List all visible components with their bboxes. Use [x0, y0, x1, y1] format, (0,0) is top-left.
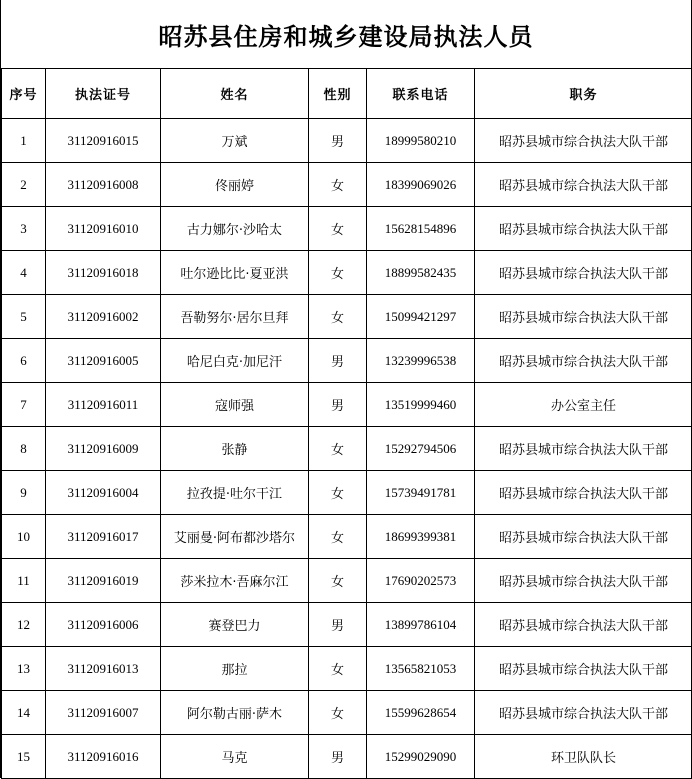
cell-cert-number: 31120916016	[46, 735, 161, 779]
table-row	[2, 427, 692, 471]
cell-name: 那拉	[161, 647, 309, 691]
cell-cert-number: 31120916015	[46, 119, 161, 163]
cell-gender: 男	[309, 119, 367, 163]
cell-cert-number: 31120916008	[46, 163, 161, 207]
cell-cert-number: 31120916005	[46, 339, 161, 383]
cell-cert-number: 31120916004	[46, 471, 161, 515]
column-header-gender: 性别	[309, 69, 367, 119]
cell-name: 古力娜尔·沙哈太	[161, 207, 309, 251]
cell-index: 15	[2, 735, 46, 779]
table-body	[2, 119, 692, 779]
table-row	[2, 647, 692, 691]
cell-cert-number: 31120916019	[46, 559, 161, 603]
column-header-cert-number: 执法证号	[46, 69, 161, 119]
cell-name: 张静	[161, 427, 309, 471]
table-row	[2, 735, 692, 779]
cell-phone: 13565821053	[367, 647, 475, 691]
table-row	[2, 163, 692, 207]
cell-index: 5	[2, 295, 46, 339]
cell-position: 办公室主任	[475, 383, 692, 427]
cell-gender: 女	[309, 295, 367, 339]
cell-name: 艾丽曼·阿布都沙塔尔	[161, 515, 309, 559]
cell-position: 昭苏县城市综合执法大队干部	[475, 647, 692, 691]
cell-index: 1	[2, 119, 46, 163]
cell-position: 昭苏县城市综合执法大队干部	[475, 427, 692, 471]
cell-position: 昭苏县城市综合执法大队干部	[475, 603, 692, 647]
column-header-position: 职务	[475, 69, 692, 119]
cell-index: 3	[2, 207, 46, 251]
cell-gender: 女	[309, 427, 367, 471]
table-row	[2, 119, 692, 163]
cell-phone: 15292794506	[367, 427, 475, 471]
cell-position: 环卫队队长	[475, 735, 692, 779]
cell-phone: 18899582435	[367, 251, 475, 295]
cell-index: 2	[2, 163, 46, 207]
cell-gender: 女	[309, 515, 367, 559]
cell-gender: 男	[309, 339, 367, 383]
cell-index: 13	[2, 647, 46, 691]
page-title: 昭苏县住房和城乡建设局执法人员	[1, 0, 691, 68]
cell-cert-number: 31120916007	[46, 691, 161, 735]
cell-index: 11	[2, 559, 46, 603]
cell-phone: 18399069026	[367, 163, 475, 207]
cell-gender: 女	[309, 207, 367, 251]
cell-phone: 13899786104	[367, 603, 475, 647]
cell-name: 寇师强	[161, 383, 309, 427]
table-header-row	[2, 69, 692, 119]
cell-position: 昭苏县城市综合执法大队干部	[475, 515, 692, 559]
cell-gender: 女	[309, 647, 367, 691]
column-header-phone: 联系电话	[367, 69, 475, 119]
cell-index: 7	[2, 383, 46, 427]
cell-position: 昭苏县城市综合执法大队干部	[475, 295, 692, 339]
table-row	[2, 295, 692, 339]
personnel-table	[1, 68, 692, 779]
cell-cert-number: 31120916017	[46, 515, 161, 559]
cell-index: 6	[2, 339, 46, 383]
table-row	[2, 471, 692, 515]
cell-name: 阿尔勒古丽·萨木	[161, 691, 309, 735]
cell-gender: 女	[309, 163, 367, 207]
cell-cert-number: 31120916010	[46, 207, 161, 251]
table-row	[2, 207, 692, 251]
cell-cert-number: 31120916006	[46, 603, 161, 647]
cell-gender: 女	[309, 251, 367, 295]
cell-name: 哈尼白克·加尼汗	[161, 339, 309, 383]
cell-phone: 15628154896	[367, 207, 475, 251]
cell-name: 莎米拉木·吾麻尔江	[161, 559, 309, 603]
cell-name: 吾勒努尔·居尔旦拜	[161, 295, 309, 339]
cell-position: 昭苏县城市综合执法大队干部	[475, 559, 692, 603]
column-header-index: 序号	[2, 69, 46, 119]
cell-gender: 女	[309, 471, 367, 515]
cell-gender: 男	[309, 603, 367, 647]
cell-name: 万斌	[161, 119, 309, 163]
cell-phone: 18999580210	[367, 119, 475, 163]
cell-index: 10	[2, 515, 46, 559]
table-row	[2, 515, 692, 559]
cell-name: 马克	[161, 735, 309, 779]
cell-phone: 15739491781	[367, 471, 475, 515]
table-row	[2, 383, 692, 427]
cell-position: 昭苏县城市综合执法大队干部	[475, 119, 692, 163]
cell-position: 昭苏县城市综合执法大队干部	[475, 251, 692, 295]
cell-position: 昭苏县城市综合执法大队干部	[475, 339, 692, 383]
cell-phone: 18699399381	[367, 515, 475, 559]
cell-cert-number: 31120916011	[46, 383, 161, 427]
cell-position: 昭苏县城市综合执法大队干部	[475, 207, 692, 251]
cell-index: 4	[2, 251, 46, 295]
cell-index: 8	[2, 427, 46, 471]
cell-gender: 男	[309, 383, 367, 427]
cell-index: 12	[2, 603, 46, 647]
table-row	[2, 559, 692, 603]
cell-phone: 15299029090	[367, 735, 475, 779]
table-row	[2, 339, 692, 383]
cell-position: 昭苏县城市综合执法大队干部	[475, 163, 692, 207]
table-row	[2, 691, 692, 735]
cell-phone: 13239996538	[367, 339, 475, 383]
cell-index: 9	[2, 471, 46, 515]
cell-position: 昭苏县城市综合执法大队干部	[475, 471, 692, 515]
cell-position: 昭苏县城市综合执法大队干部	[475, 691, 692, 735]
cell-gender: 女	[309, 691, 367, 735]
cell-cert-number: 31120916009	[46, 427, 161, 471]
cell-cert-number: 31120916013	[46, 647, 161, 691]
cell-phone: 15099421297	[367, 295, 475, 339]
cell-phone: 17690202573	[367, 559, 475, 603]
cell-phone: 15599628654	[367, 691, 475, 735]
cell-name: 赛登巴力	[161, 603, 309, 647]
cell-gender: 女	[309, 559, 367, 603]
cell-cert-number: 31120916002	[46, 295, 161, 339]
cell-index: 14	[2, 691, 46, 735]
cell-name: 拉孜提·吐尔干江	[161, 471, 309, 515]
cell-gender: 男	[309, 735, 367, 779]
cell-name: 吐尔逊比比·夏亚洪	[161, 251, 309, 295]
cell-cert-number: 31120916018	[46, 251, 161, 295]
cell-phone: 13519999460	[367, 383, 475, 427]
table-row	[2, 603, 692, 647]
column-header-name: 姓名	[161, 69, 309, 119]
cell-name: 佟丽婷	[161, 163, 309, 207]
table-row	[2, 251, 692, 295]
